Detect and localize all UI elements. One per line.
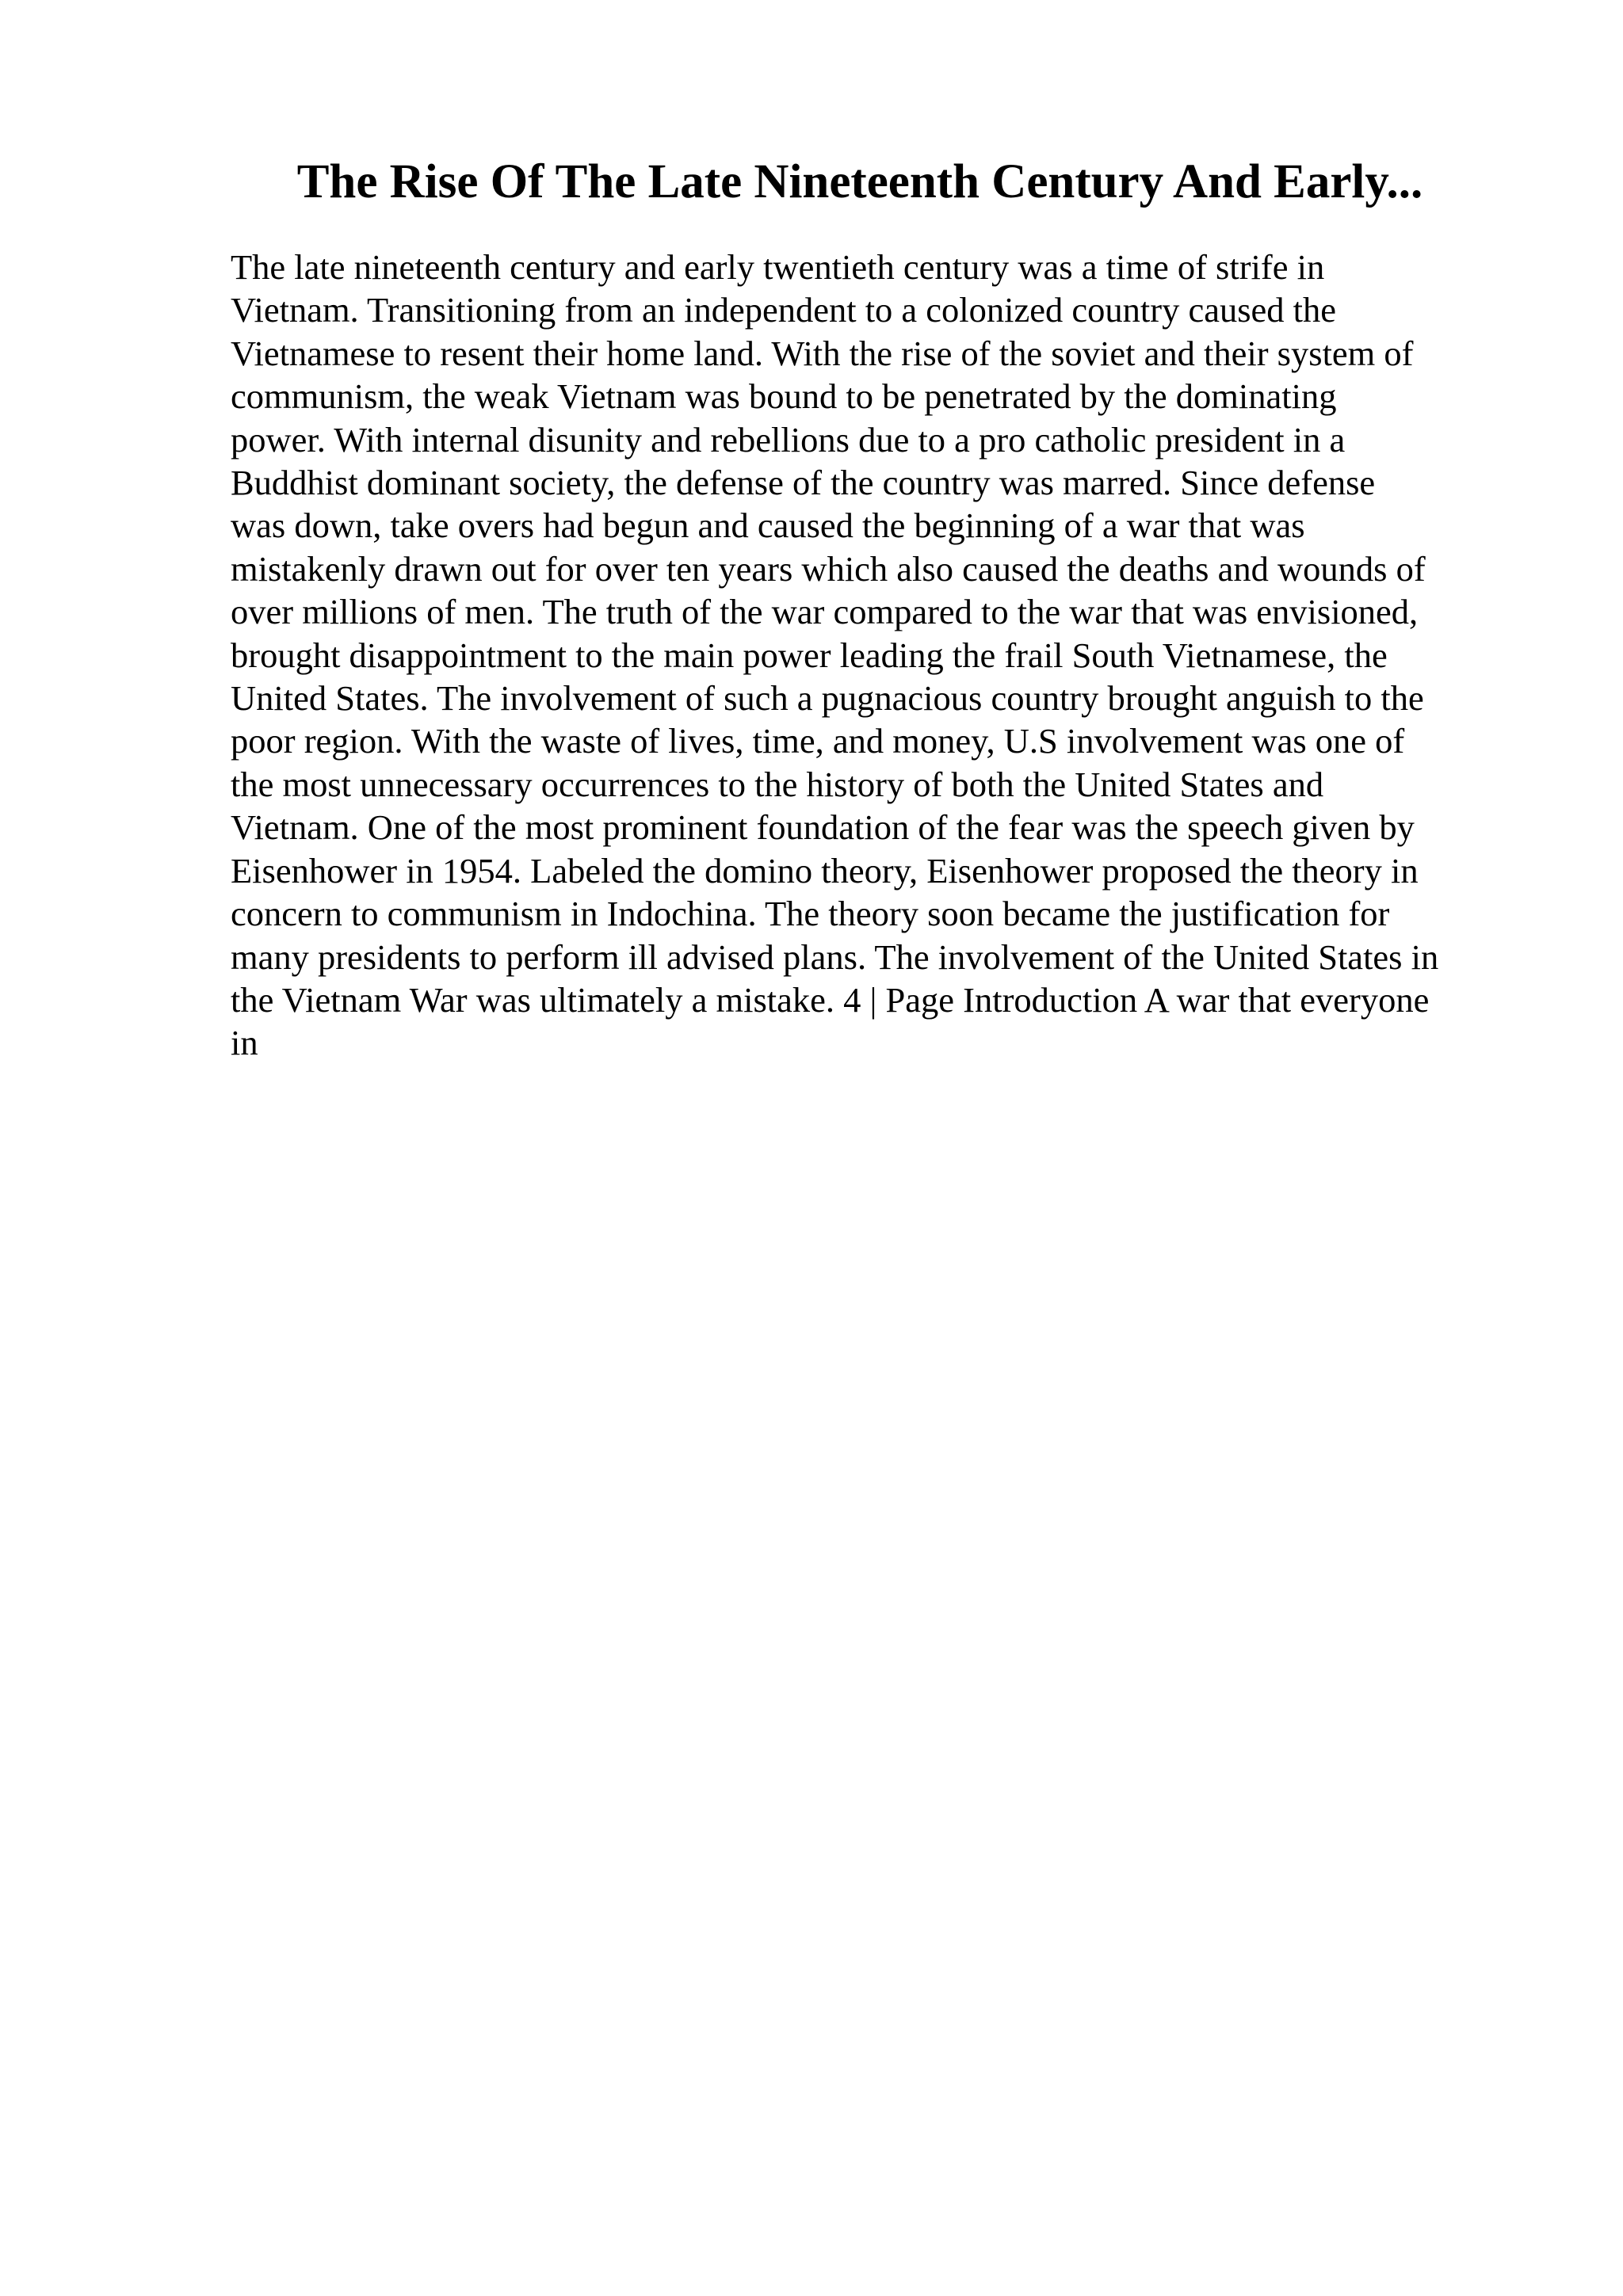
body-line: Vietnam. Transitioning from an independent to a colonized country caused the bbox=[231, 290, 1337, 330]
body-line: Eisenhower in 1954. Labeled the domino theory, Eisenhower proposed the theory in bbox=[231, 850, 1419, 891]
body-line: power. With internal disunity and rebellions due to a pro catholic president in a bbox=[231, 419, 1346, 460]
body-line: many presidents to perform ill advised plans. The involvement of the United States in bbox=[231, 936, 1439, 977]
body-line: in bbox=[231, 1023, 258, 1063]
body-line: the most unnecessary occurrences to the history of both the United States and bbox=[231, 764, 1324, 804]
body-line: Vietnamese to resent their home land. With the rise of the soviet and their system of bbox=[231, 333, 1414, 373]
body-line: over millions of men. The truth of the war compared to the war that was envisioned, bbox=[231, 592, 1419, 632]
body-line: was down, take overs had begun and caused the beginning of a war that was bbox=[231, 505, 1305, 546]
body-line: communism, the weak Vietnam was bound to be penetrated by the dominating bbox=[231, 376, 1337, 417]
document-title: The Rise Of The Late Nineteenth Century And Early... bbox=[296, 155, 1423, 208]
document-body bbox=[231, 246, 1514, 1065]
body-line: United States. The involvement of such a pugnacious country brought anguish to the bbox=[231, 678, 1424, 719]
body-line: The late nineteenth century and early twentieth century was a time of strife in bbox=[231, 247, 1325, 287]
body-line: poor region. With the waste of lives, time, and money, U.S involvement was one of bbox=[231, 721, 1405, 761]
body-line: Buddhist dominant society, the defense of the country was marred. Since defense bbox=[231, 463, 1376, 503]
body-line: brought disappointment to the main power leading the frail South Vietnamese, the bbox=[231, 635, 1388, 675]
body-line: concern to communism in Indochina. The theory soon became the justification for bbox=[231, 894, 1390, 934]
body-line: Vietnam. One of the most prominent foundation of the fear was the speech given by bbox=[231, 807, 1415, 848]
body-line: the Vietnam War was ultimately a mistake. 4 | Page Introduction A war that everyone bbox=[231, 979, 1430, 1020]
body-line: mistakenly drawn out for over ten years which also caused the deaths and wounds of bbox=[231, 548, 1426, 589]
